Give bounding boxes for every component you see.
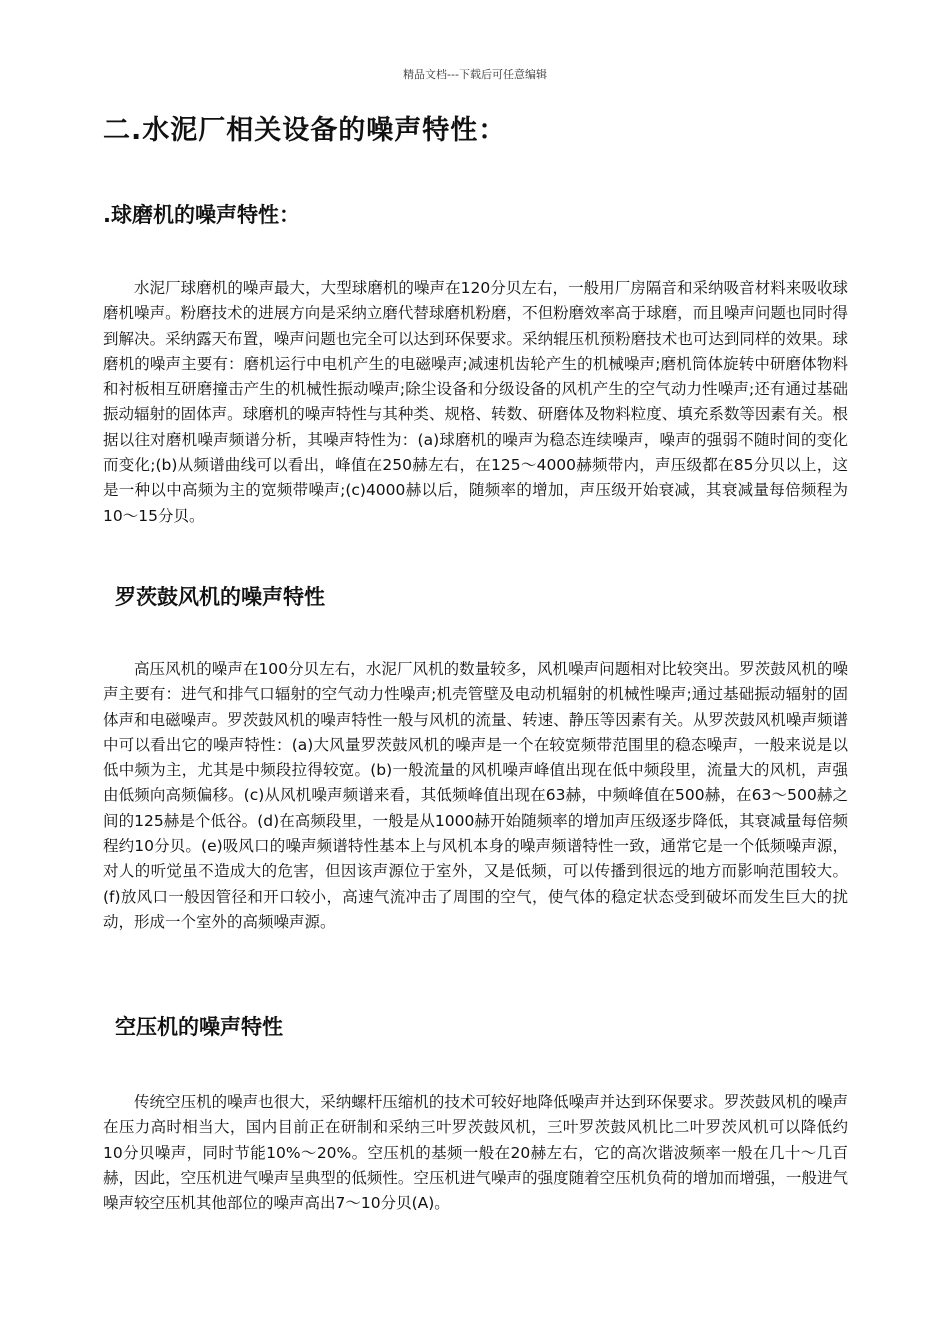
section-body-air-compressor: 传统空压机的噪声也很大，采纳螺杆压缩机的技术可较好地降低噪声并达到环保要求。罗茨鼓风机的噪声在压力高时相当大，国内目前正在研制和采纳三叶罗茨鼓风机，三叶罗茨鼓风机比二叶罗茨风机可以降低约10分贝噪声，同时节能10%～20%。空压机的基频一般在20赫左右，它的高次谐波频率一般在几十～几百赫，因此，空压机进气噪声呈典型的低频性。空压机进气噪声的强度随着空压机负荷的增加而增强，一般进气噪声较空压机其他部位的噪声高出7～10分贝(A)。 xyxy=(103,1093,848,1213)
section-heading-ball-mill: .球磨机的噪声特性： xyxy=(103,203,300,227)
page-header-note: 精品文档---下载后可任意编辑 xyxy=(403,68,547,81)
section-body-ball-mill: 水泥厂球磨机的噪声最大，大型球磨机的噪声在120分贝左右，一般用厂房隔音和采纳吸音材料来吸收球磨机噪声。粉磨技术的进展方向是采纳立磨代替球磨机粉磨，不但粉磨效率高于球磨，而且噪声问题也同时得到解决。采纳露天布置，噪声问题也完全可以达到环保要求。采纳辊压机预粉磨技术也可达到同样的效果。球磨机的噪声主要有：磨机运行中电机产生的电磁噪声;减速机齿轮产生的机械噪声;磨机筒体旋转中研磨体物料和衬板相互研磨撞击产生的机械性振动噪声;除尘设备和分级设备的风机产生的空气动力性噪声;还有通过基础振动辐射的固体声。球磨机的噪声特性与其种类、规格、转数、研磨体及物料粒度、填充系数等因素有关。根据以往对磨机噪声频谱分析，其噪声特性为：(a)球磨机的噪声为稳态连续噪声，噪声的强弱不随时间的变化而变化;(b)从频谱曲线可以看出，峰值在250赫左右，在125～4000赫频带内，声压级都在85分贝以上，这是一种以中高频为主的宽频带噪声;(c)4000赫以后，随频率的增加，声压级开始衰减，其衰减量每倍频程为10～15分贝。 xyxy=(103,279,848,525)
section-heading-roots-blower: 罗茨鼓风机的噪声特性 xyxy=(115,585,325,609)
document-title: 二.水泥厂相关设备的噪声特性： xyxy=(103,115,507,146)
section-body-roots-blower: 高压风机的噪声在100分贝左右，水泥厂风机的数量较多，风机噪声问题相对比较突出。罗茨鼓风机的噪声主要有：进气和排气口辐射的空气动力性噪声;机壳管壁及电动机辐射的机械性噪声;通过基础振动辐射的固体声和电磁噪声。罗茨鼓风机的噪声特性一般与风机的流量、转速、静压等因素有关。从罗茨鼓风机噪声频谱中可以看出它的噪声特性：(a)大风量罗茨鼓风机的噪声是一个在较宽频带范围里的稳态噪声，一般来说是以低中频为主，尤其是中频段拉得较宽。(b)一般流量的风机噪声峰值出现在低中频段里，流量大的风机，声强由低频向高频偏移。(c)从风机噪声频谱来看，其低频峰值出现在63赫，中频峰值在500赫，在63～500赫之间的125赫是个低谷。(d)在高频段里，一般是从1000赫开始随频率的增加声压级逐步降低，其衰减量每倍频程约10分贝。(e)吸风口的噪声频谱特性基本上与风机本身的噪声频谱特性一致，通常它是一个低频噪声源，对人的听觉虽不造成大的危害，但因该声源位于室外，又是低频，可以传播到很远的地方而影响范围较大。(f)放风口一般因管径和开口较小，高速气流冲击了周围的空气，使气体的稳定状态受到破坏而发生巨大的扰动，形成一个室外的高频噪声源。 xyxy=(103,660,848,931)
section-heading-air-compressor: 空压机的噪声特性 xyxy=(115,1015,283,1039)
